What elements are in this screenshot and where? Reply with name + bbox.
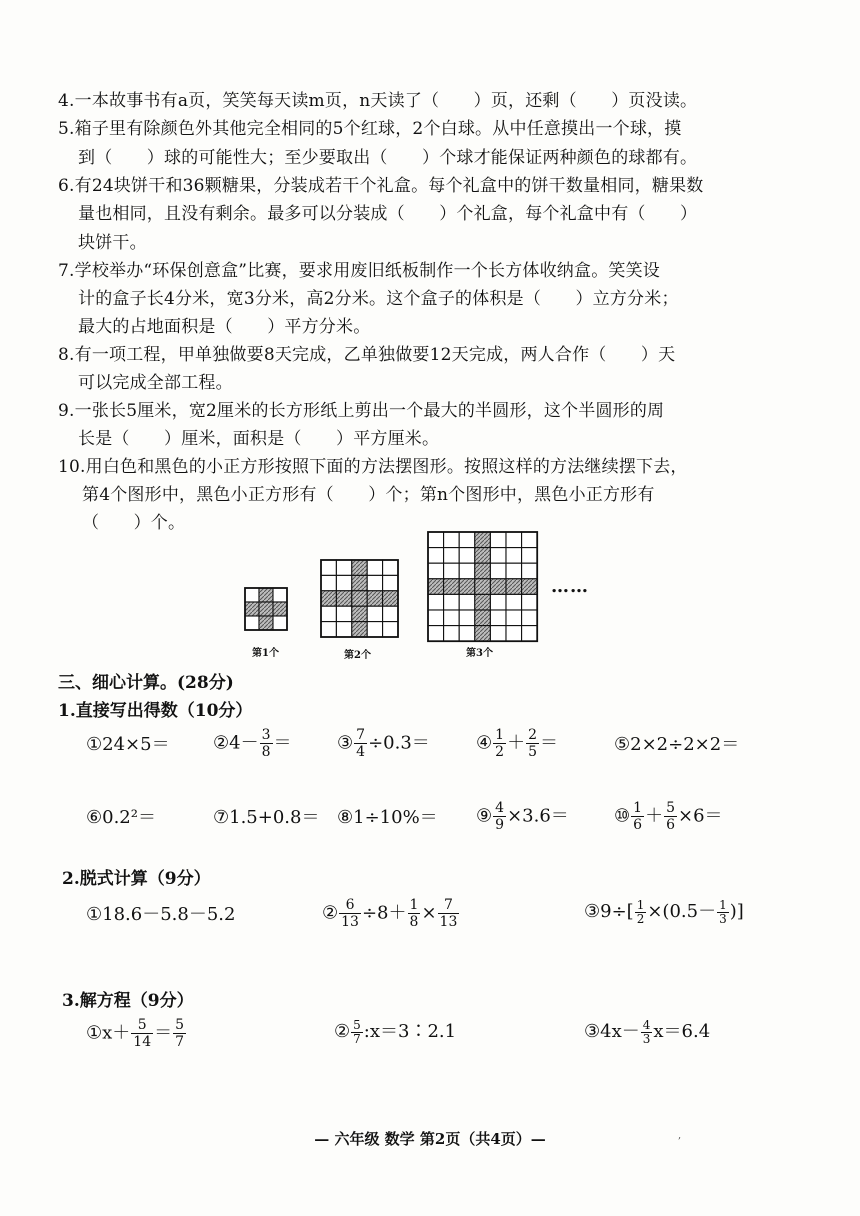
figure-3-dark-square [522, 579, 538, 595]
figure-2-white-square [367, 606, 382, 621]
question-9-line-1: 9.一张长5厘米，宽2厘米的长方形纸上剪出一个最大的半圆形，这个半圆形的周 [58, 401, 665, 421]
figure-3-dark-square [475, 594, 491, 610]
calc-item-1: ①24×5＝ [86, 734, 170, 755]
figure-3-white-square [506, 626, 522, 642]
figure-3-white-square [522, 610, 538, 626]
figure-2-white-square [321, 622, 336, 637]
figure-3 [428, 532, 537, 641]
figure-3-dark-square [475, 626, 491, 642]
figure-1-dark-square [259, 616, 273, 630]
question-6-line-2: 量也相同，且没有剩余。最多可以分装成（ ）个礼盒，每个礼盒中有（ ） [78, 204, 698, 224]
figure-2-dark-square [352, 560, 367, 575]
figure-2-white-square [321, 606, 336, 621]
calc-item-10: ⑩ $\frac{1}{6}$ ＋ $\frac{5}{6}$ ×6＝ [614, 800, 723, 833]
figure-2-dark-square [352, 591, 367, 606]
expr-item-1: ①18.6－5.8－5.2 [86, 904, 236, 925]
figure-3-white-square [506, 532, 522, 548]
figure-3-white-square [444, 563, 460, 579]
part-2-title: 2.脱式计算（9分） [62, 869, 211, 889]
figure-2-white-square [383, 622, 398, 637]
figure-3-dark-square [475, 563, 491, 579]
figure-3-white-square [459, 563, 475, 579]
figure-1-white-square [245, 588, 259, 602]
figure-1-caption: 第1个 [252, 648, 279, 659]
figure-3-white-square [444, 548, 460, 564]
pattern-figures-svg [0, 528, 860, 663]
section-3-title: 三、细心计算。(28分) [58, 673, 234, 693]
question-7-line-1: 7.学校举办“环保创意盒”比赛，要求用废旧纸板制作一个长方体收纳盒。笑笑设 [58, 261, 660, 281]
figure-3-dark-square [475, 548, 491, 564]
ellipsis: …… [551, 576, 589, 597]
figure-3-white-square [444, 594, 460, 610]
figure-3-white-square [522, 594, 538, 610]
figure-2-white-square [367, 560, 382, 575]
question-6-line-1: 6.有24块饼干和36颗糖果，分装成若干个礼盒。每个礼盒中的饼干数量相同，糖果数 [58, 176, 704, 196]
expr-item-2: ② $\frac{6}{13}$ ÷8＋ $\frac{1}{8}$ × $\frac{7}{13}$ [322, 897, 458, 930]
figure-2-white-square [336, 560, 351, 575]
question-5-line-1: 5.箱子里有除颜色外其他完全相同的5个红球，2个白球。从中任意摸出一个球，摸 [58, 119, 682, 139]
figure-1 [245, 588, 287, 630]
question-4: 4.一本故事书有a页，笑笑每天读m页，n天读了（ ）页，还剩（ ）页没读。 [58, 91, 698, 111]
figure-3-white-square [459, 532, 475, 548]
figure-1-dark-square [259, 602, 273, 616]
equation-item-3: ③4x－ $\frac{4}{3}$ x＝6.4 [584, 1017, 711, 1046]
figure-2-dark-square [352, 606, 367, 621]
figure-3-white-square [444, 610, 460, 626]
question-8-line-2: 可以完成全部工程。 [78, 373, 233, 393]
figure-2-white-square [383, 560, 398, 575]
figure-2-dark-square [336, 591, 351, 606]
calc-item-9: ⑨ $\frac{4}{9}$ ×3.6＝ [476, 800, 569, 833]
figure-2 [321, 560, 398, 637]
question-7-line-3: 最大的占地面积是（ ）平方分米。 [78, 317, 371, 337]
figure-2-white-square [321, 560, 336, 575]
question-9-line-2: 长是（ ）厘米，面积是（ ）平方厘米。 [78, 429, 440, 449]
figure-3-white-square [444, 626, 460, 642]
question-7-line-2: 计的盒子长4分米，宽3分米，高2分米。这个盒子的体积是（ ）立方分米； [78, 289, 679, 309]
figure-3-white-square [490, 563, 506, 579]
figure-3-dark-square [506, 579, 522, 595]
figure-3-white-square [490, 626, 506, 642]
figure-1-dark-square [245, 602, 259, 616]
question-10-line-3: （ ）个。 [82, 513, 186, 533]
figure-3-white-square [459, 626, 475, 642]
pattern-figures [0, 528, 860, 663]
figure-3-dark-square [475, 610, 491, 626]
figure-3-white-square [428, 548, 444, 564]
question-6-line-3: 块饼干。 [78, 233, 147, 253]
figure-3-white-square [428, 532, 444, 548]
figure-2-dark-square [352, 622, 367, 637]
figure-3-white-square [490, 610, 506, 626]
figure-3-white-square [506, 610, 522, 626]
calc-item-7: ⑦1.5+0.8＝ [213, 807, 320, 828]
figure-2-white-square [321, 575, 336, 590]
figure-2-white-square [336, 606, 351, 621]
figure-3-white-square [459, 548, 475, 564]
figure-3-white-square [522, 548, 538, 564]
scan-mark: , [678, 1130, 682, 1141]
figure-2-dark-square [383, 591, 398, 606]
figure-2-white-square [383, 606, 398, 621]
calc-item-3: ③ $\frac{7}{4}$ ÷0.3＝ [337, 727, 430, 760]
figure-3-white-square [428, 610, 444, 626]
figure-2-caption: 第2个 [344, 650, 371, 661]
figure-2-white-square [336, 575, 351, 590]
calc-item-2: ②4－ $\frac{3}{8}$ ＝ [213, 727, 292, 760]
calc-item-6: ⑥0.2²＝ [86, 807, 156, 828]
figure-3-white-square [428, 563, 444, 579]
figure-2-dark-square [352, 575, 367, 590]
question-10-line-1: 10.用白色和黑色的小正方形按照下面的方法摆图形。按照这样的方法继续摆下去， [58, 457, 688, 477]
expr-item-3: ③9÷[ $\frac{1}{2}$ ×(0.5－ $\frac{1}{3}$ )] [584, 897, 744, 926]
figure-3-dark-square [490, 579, 506, 595]
page-footer: — 六年级 数学 第2页（共4页）— [314, 1130, 546, 1148]
part-3-title: 3.解方程（9分） [62, 991, 194, 1011]
figure-1-white-square [273, 616, 287, 630]
figure-3-caption: 第3个 [466, 648, 493, 659]
calc-item-4: ④ $\frac{1}{2}$ ＋ $\frac{2}{5}$ ＝ [476, 727, 558, 760]
figure-3-white-square [506, 594, 522, 610]
question-10-line-2: 第4个图形中，黑色小正方形有（ ）个；第n个图形中，黑色小正方形有 [82, 485, 655, 505]
figure-1-dark-square [259, 588, 273, 602]
figure-2-dark-square [367, 591, 382, 606]
figure-3-dark-square [459, 579, 475, 595]
figure-3-white-square [490, 594, 506, 610]
figure-3-white-square [522, 626, 538, 642]
figure-1-white-square [273, 588, 287, 602]
figure-3-white-square [506, 548, 522, 564]
figure-3-white-square [522, 563, 538, 579]
figure-2-white-square [367, 575, 382, 590]
equation-item-1: ①x＋ $\frac{5}{14}$ ＝ $\frac{5}{7}$ [86, 1017, 185, 1050]
equation-item-2: ② $\frac{5}{7}$ :x＝3∶2.1 [334, 1017, 457, 1046]
figure-3-white-square [506, 563, 522, 579]
figure-3-white-square [490, 548, 506, 564]
figure-1-dark-square [273, 602, 287, 616]
figure-3-white-square [444, 532, 460, 548]
figure-3-dark-square [444, 579, 460, 595]
calc-item-8: ⑧1÷10%＝ [337, 807, 438, 828]
figure-3-dark-square [475, 579, 491, 595]
figure-3-white-square [490, 532, 506, 548]
figure-3-dark-square [428, 579, 444, 595]
figure-3-white-square [459, 610, 475, 626]
figure-2-dark-square [321, 591, 336, 606]
figure-3-white-square [428, 594, 444, 610]
figure-2-white-square [336, 622, 351, 637]
figure-3-white-square [428, 626, 444, 642]
figure-1-white-square [245, 616, 259, 630]
calc-item-5: ⑤2×2÷2×2＝ [614, 734, 740, 755]
figure-3-white-square [459, 594, 475, 610]
figure-3-white-square [522, 532, 538, 548]
figure-3-dark-square [475, 532, 491, 548]
figure-2-white-square [367, 622, 382, 637]
figure-2-white-square [383, 575, 398, 590]
part-1-title: 1.直接写出得数（10分） [58, 701, 253, 721]
question-8-line-1: 8.有一项工程，甲单独做要8天完成，乙单独做要12天完成，两人合作（ ）天 [58, 345, 676, 365]
question-5-line-2: 到（ ）球的可能性大；至少要取出（ ）个球才能保证两种颜色的球都有。 [78, 148, 698, 168]
